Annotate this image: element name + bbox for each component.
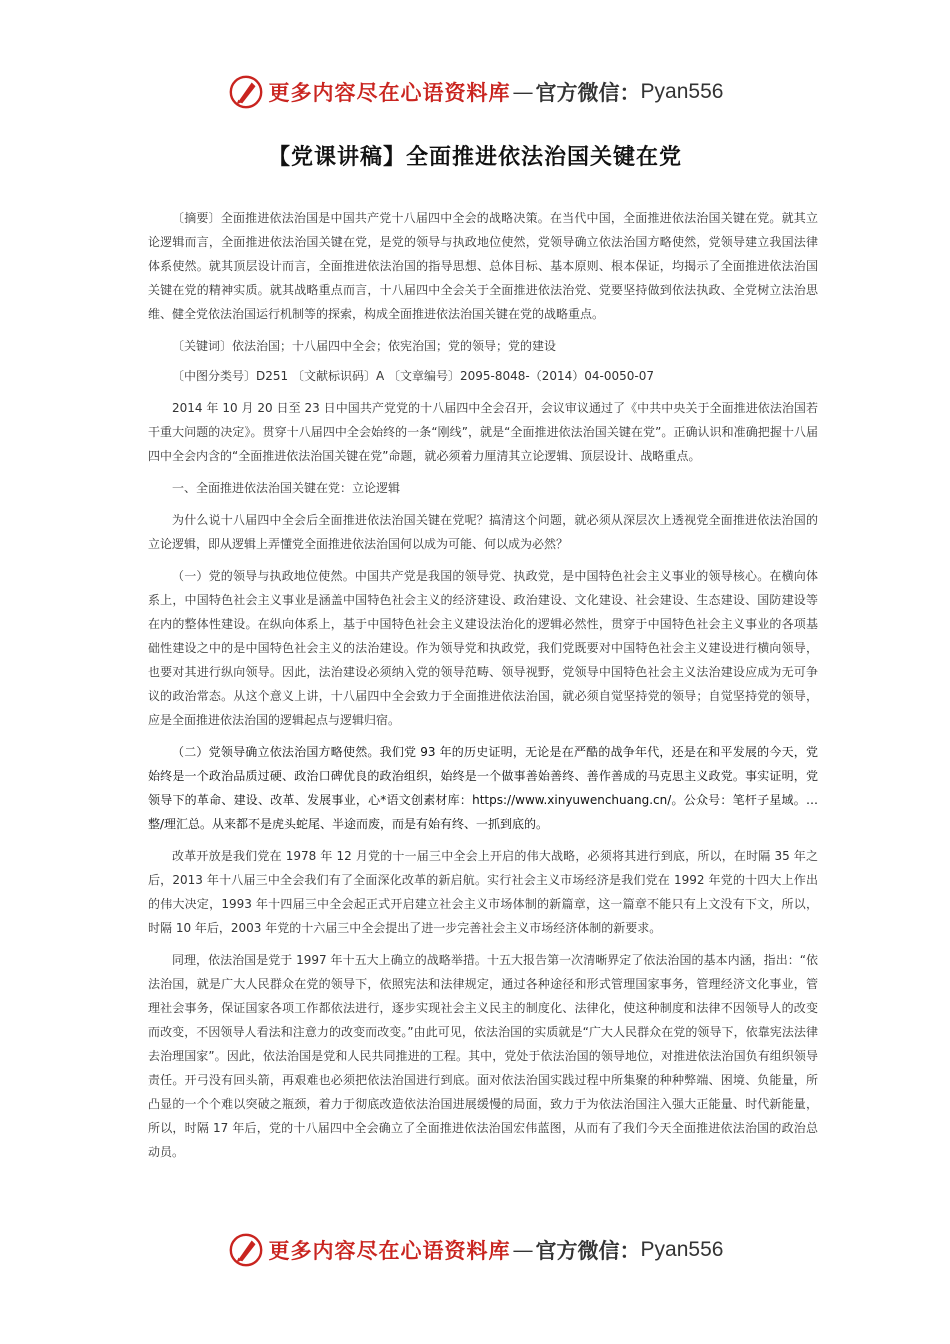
- body-paragraph: 同理，依法治国是党于 1997 年十五大上确立的战略举措。十五大报告第一次清晰界定了依法治国的基本内涵，指出：“依法治国，就是广大人民群众在党的领导下，依照宪法和法律规定，通过各种途径和形式管理国家事务，管理经济文化事业，管理社会事务，保证国家各项工作都依法进行，逐步实现社会主义民主的制度化、法律化，使这种制度和法律不因领导人的改变而改变，不因领导人看法和注意力的改变而改变。”由此可见，依法治国的实质就是“广大人民群众在党的领导下，依靠宪法法律去治理国家”。因此，依法治国是党和人民共同推进的工程。其中，党处于依法治国的领导地位，对推进依法治国负有组织领导责任。开弓没有回头箭，再艰难也必须把依法治国进行到底。面对依法治国实践过程中所集聚的种种弊端、困境、负能量，所凸显的一个个难以突破之瓶颈，着力于彻底改造依法治国进展缓慢的局面，致力于为依法治国注入强大正能量、时代新能量，所以，时隔 17 年后，党的十八届四中全会确立了全面推进依法治国宏伟蓝图，从而有了我们今天全面推进依法治国的政治总动员。: [148, 953, 818, 1159]
- banner-separator: —: [512, 80, 534, 104]
- top-banner: [0, 70, 950, 114]
- section-heading: 一、全面推进依法治国关键在党：立论逻辑: [172, 481, 401, 495]
- banner-wechat-id: Pyan556: [640, 1238, 724, 1261]
- banner-separator: —: [512, 1238, 534, 1262]
- classification-paragraph: 〔中图分类号〕D251 〔文献标识码〕A 〔文章编号〕2095-8048-（2014）04-0050-07: [172, 369, 655, 383]
- bottom-banner: [0, 1228, 950, 1272]
- body-paragraph: （二）党领导确立依法治国方略使然。我们党 93 年的历史证明，无论是在严酷的战争年代，还是在和平发展的今天，党始终是一个政治品质过硬、政治口碑优良的政治组织，始终是一个做事善始善终、善作善成的马克思主义政党。事实证明，党领导下的革命、建设、改革、发展事业，心*语文创素材库：https://www.xinyuwenchuang.cn/。公众号：笔杆子星域。…整/理汇总。从来都不是虎头蛇尾、半途而废，而是有始有终、一抓到底的。: [148, 745, 818, 831]
- pen-nib-logo-icon: [227, 1231, 265, 1269]
- body-paragraph: 为什么说十八届四中全会后全面推进依法治国关键在党呢？搞清这个问题，就必须从深层次上透视党全面推进依法治国的立论逻辑，即从逻辑上弄懂党全面推进依法治国何以成为可能、何以成为必然？: [148, 513, 818, 551]
- keywords-paragraph: 〔关键词〕依法治国；十八届四中全会；依宪治国；党的领导；党的建设: [172, 339, 557, 353]
- body-paragraph: 改革开放是我们党在 1978 年 12 月党的十一届三中全会上开启的伟大战略，必须将其进行到底，所以，在时隔 35 年之后，2013 年十八届三中全会我们有了全面深化改革的新启航。实行社会主义市场经济是我们党在 1992 年党的十四大上作出的伟大决定，1993 年十四届三中全会起正式开启建立社会主义市场体制的新篇章，这一篇章不能只有上文没有下文，所以，时隔 10 年后，2003 年党的十六届三中全会提出了进一步完善社会主义市场经济体制的新要求。: [148, 849, 818, 935]
- banner-brand: 更多内容尽在心语资料库: [268, 80, 511, 105]
- intro-paragraph: 2014 年 10 月 20 日至 23 日中国共产党党的十八届四中全会召开，会议审议通过了《中共中央关于全面推进依法治国若干重大问题的决定》。贯穿十八届四中全会始终的一条“刚线”，就是“全面推进依法治国关键在党”。正确认识和准确把握十八届四中全会内含的“全面推进依法治国关键在党”命题，就必须着力厘清其立论逻辑、顶层设计、战略重点。: [148, 401, 818, 463]
- banner-wechat-label: 官方微信：: [535, 1238, 641, 1263]
- abstract-paragraph: 〔摘要〕全面推进依法治国是中国共产党十八届四中全会的战略决策。在当代中国，全面推进依法治国关键在党。就其立论逻辑而言，全面推进依法治国关键在党，是党的领导与执政地位使然，党领导确立依法治国方略使然，党领导建立我国法律体系使然。就其顶层设计而言，全面推进依法治国的指导思想、总体目标、基本原则、根本保证，均揭示了全面推进依法治国关键在党的精神实质。就其战略重点而言，十八届四中全会关于全面推进依法治党、党要坚持做到依法执政、全党树立法治思维、健全党依法治国运行机制等的探索，构成全面推进依法治国关键在党的战略重点。: [148, 211, 818, 321]
- page-title: 【党课讲稿】全面推进依法治国关键在党: [267, 145, 682, 170]
- pen-nib-logo-icon: [227, 73, 265, 111]
- banner-wechat-id: Pyan556: [640, 80, 724, 103]
- banner-brand: 更多内容尽在心语资料库: [268, 1238, 511, 1263]
- body-paragraph: （一）党的领导与执政地位使然。中国共产党是我国的领导党、执政党，是中国特色社会主义事业的领导核心。在横向体系上，中国特色社会主义事业是涵盖中国特色社会主义的经济建设、政治建设、文化建设、社会建设、生态建设、国防建设等在内的整体性建设。在纵向体系上，基于中国特色社会主义建设法治化的逻辑必然性，贯穿于中国特色社会主义事业的各项基础性建设之中的是中国特色社会主义的法治建设。作为领导党和执政党，我们党既要对中国特色社会主义建设进行横向领导，也要对其进行纵向领导。因此，法治建设必须纳入党的领导范畴、领导视野，党领导中国特色社会主义法治建设应成为无可争议的政治常态。从这个意义上讲，十八届四中全会致力于全面推进依法治国，就必须自觉坚持党的领导；自觉坚持党的领导，应是全面推进依法治国的逻辑起点与逻辑归宿。: [148, 569, 818, 727]
- document-body: [148, 206, 818, 1172]
- banner-wechat-label: 官方微信：: [535, 80, 641, 105]
